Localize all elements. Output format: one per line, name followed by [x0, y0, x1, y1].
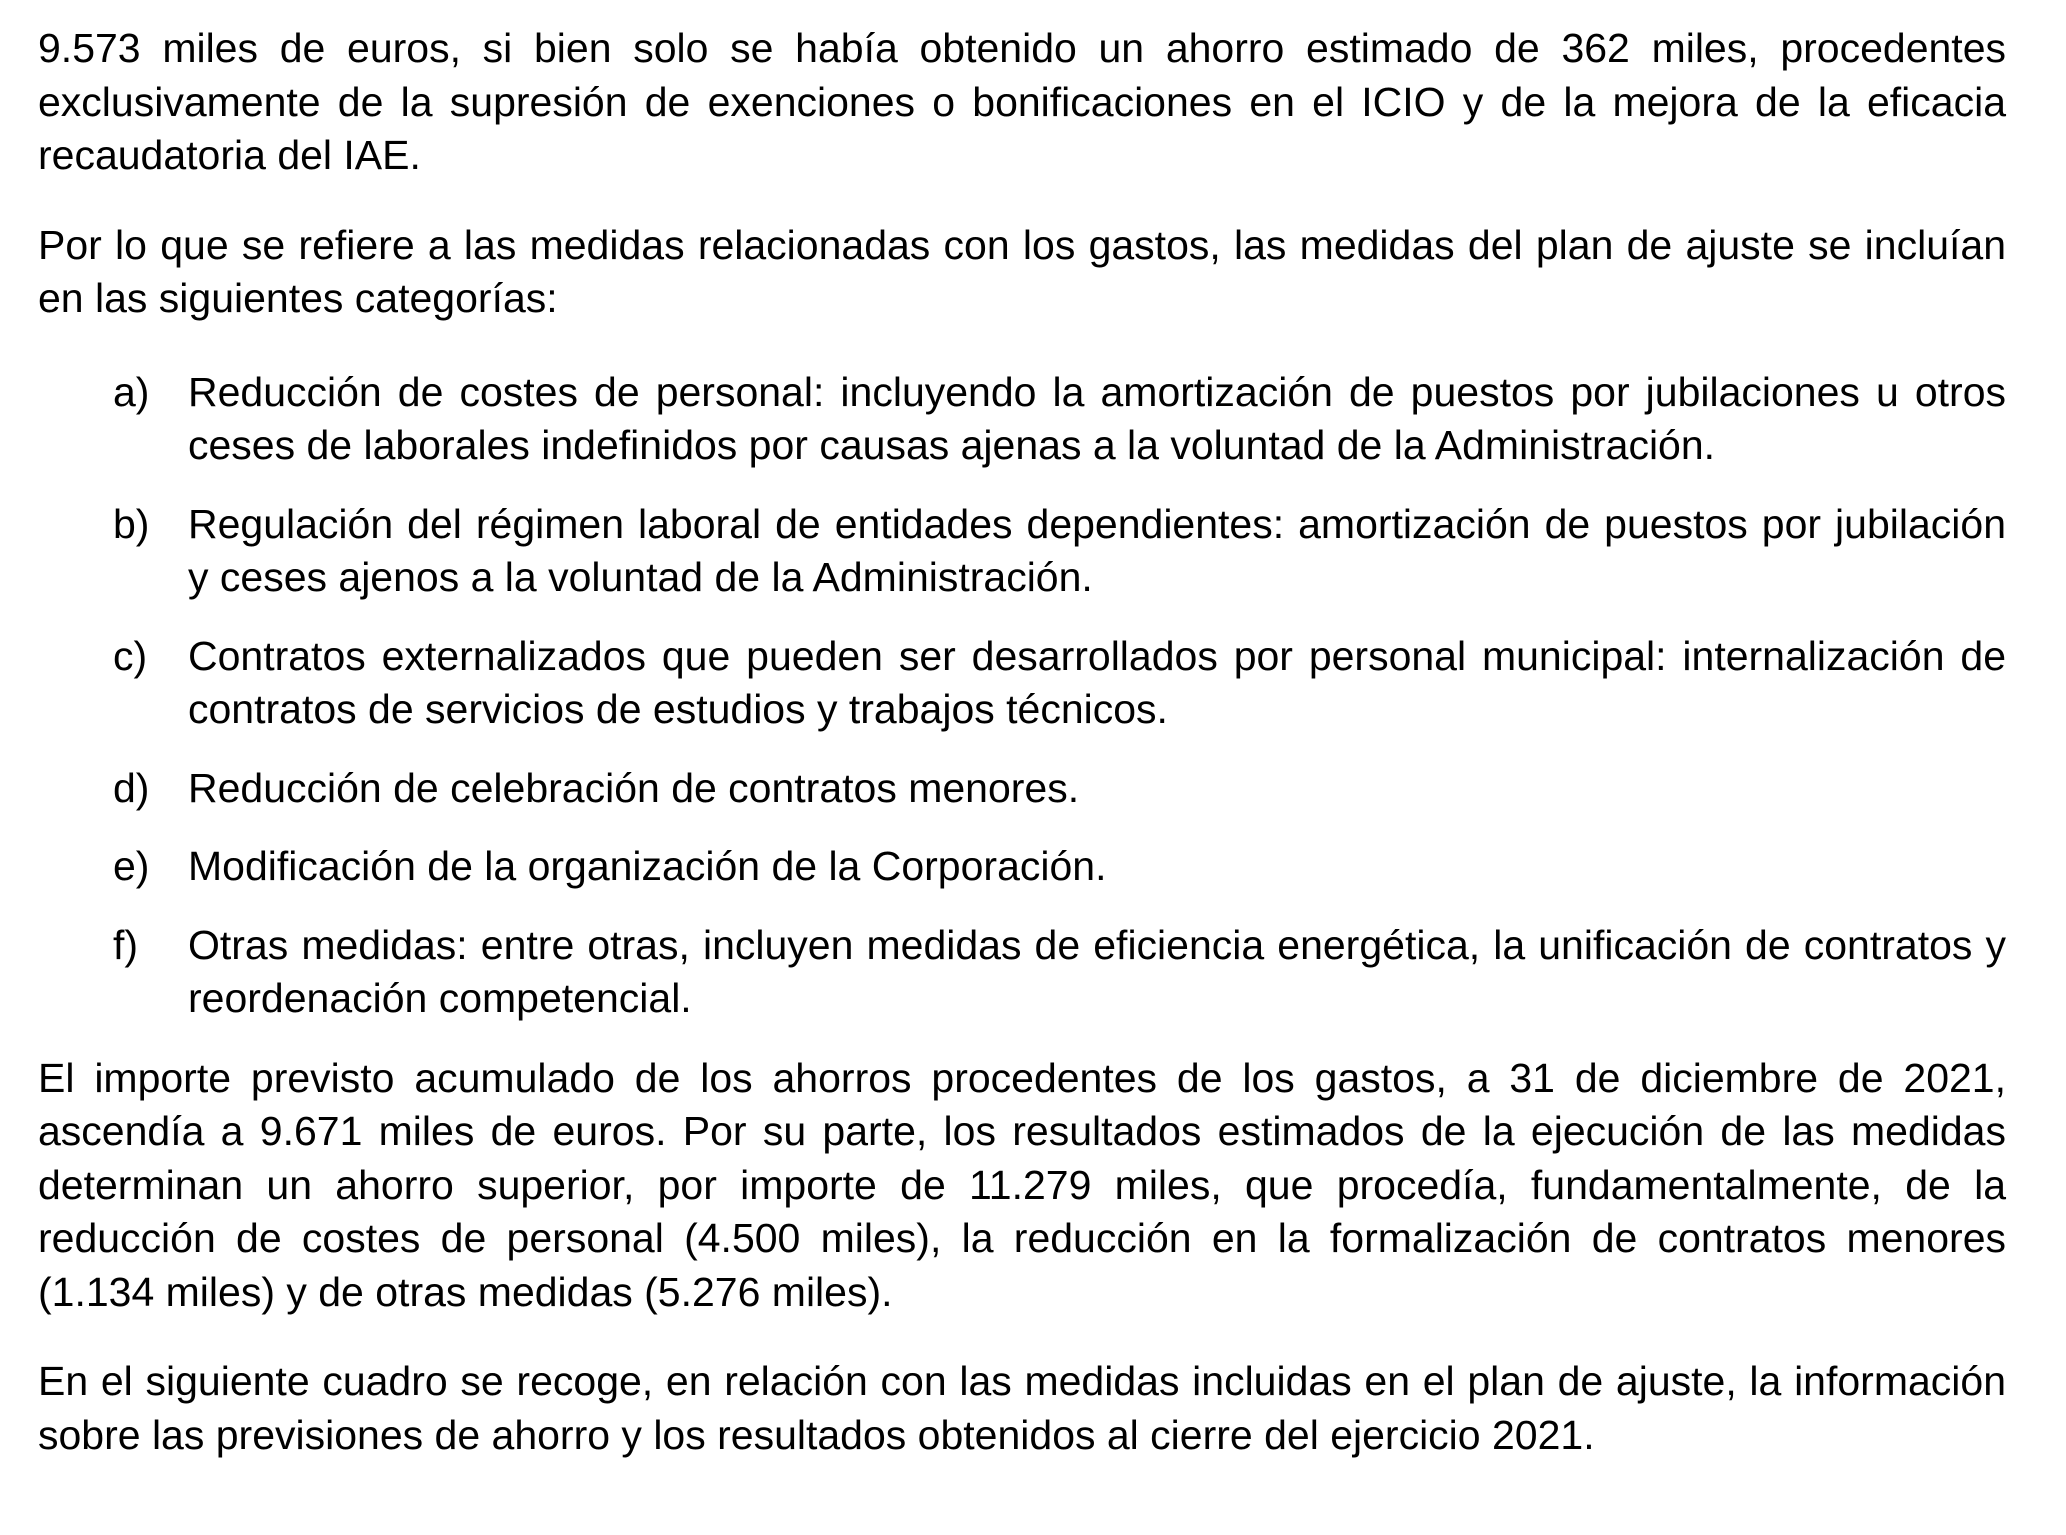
list-item-text: Otras medidas: entre otras, incluyen medidas de eficiencia energética, la unificación de contratos y reordenación competencial.: [188, 921, 2006, 1021]
list-marker: e): [113, 843, 150, 889]
list-item: [38, 366, 2006, 473]
list-marker: d): [113, 764, 150, 811]
paragraph-expense-measures-intro: Por lo que se refiere a las medidas relacionadas con los gastos, las medidas del plan de ajuste se incluían en las siguientes categorías:: [38, 221, 2006, 321]
list-marker: a): [113, 368, 150, 415]
list-item-text: Contratos externalizados que pueden ser desarrollados por personal municipal: internalización de contratos de servicios de estudios y trabajos técnicos.: [188, 632, 2006, 732]
document-page: [38, 22, 2006, 1462]
list-item: [38, 498, 2006, 605]
list-marker: f): [113, 921, 139, 968]
list-item-text: Reducción de costes de personal: incluyendo la amortización de puestos por jubilaciones u otros ceses de laborales indefinidos por causas ajenas a la voluntad de la Administración.: [188, 368, 2006, 468]
list-item: [38, 840, 2006, 894]
expense-measures-list: [38, 366, 2006, 1026]
list-item: [38, 762, 2006, 816]
list-item-text: Modificación de la organización de la Corporación.: [188, 843, 1107, 889]
list-item-text: Reducción de celebración de contratos menores.: [188, 764, 1080, 811]
paragraph-revenue-savings: 9.573 miles de euros, si bien solo se había obtenido un ahorro estimado de 362 miles, procedentes exclusivamente de la supresión de exenciones o bonificaciones en el ICIO y de la mejora de la eficacia recaudatoria del IAE.: [38, 25, 2006, 178]
paragraph-expense-savings-results: El importe previsto acumulado de los ahorros procedentes de los gastos, a 31 de diciembre de 2021, ascendía a 9.671 miles de euros. Por su parte, los resultados estimados de la ejecución de las medidas determinan un ahorro superior, por importe de 11.279 miles, que procedía, fundamentalmente, de la reducción de costes de personal (4.500 miles), la reducción en la formalización de contratos menores (1.134 miles) y de otras medidas (5.276 miles).: [38, 1054, 2006, 1315]
list-item: [38, 630, 2006, 737]
list-marker: b): [113, 500, 150, 547]
list-marker: c): [113, 632, 148, 679]
list-item: [38, 919, 2006, 1026]
list-item-text: Regulación del régimen laboral de entidades dependientes: amortización de puestos por jubilación y ceses ajenos a la voluntad de la Administración.: [188, 500, 2006, 600]
paragraph-table-intro: En el siguiente cuadro se recoge, en relación con las medidas incluidas en el plan de ajuste, la información sobre las previsiones de ahorro y los resultados obtenidos al cierre del ejercicio 2021.: [38, 1358, 2006, 1458]
